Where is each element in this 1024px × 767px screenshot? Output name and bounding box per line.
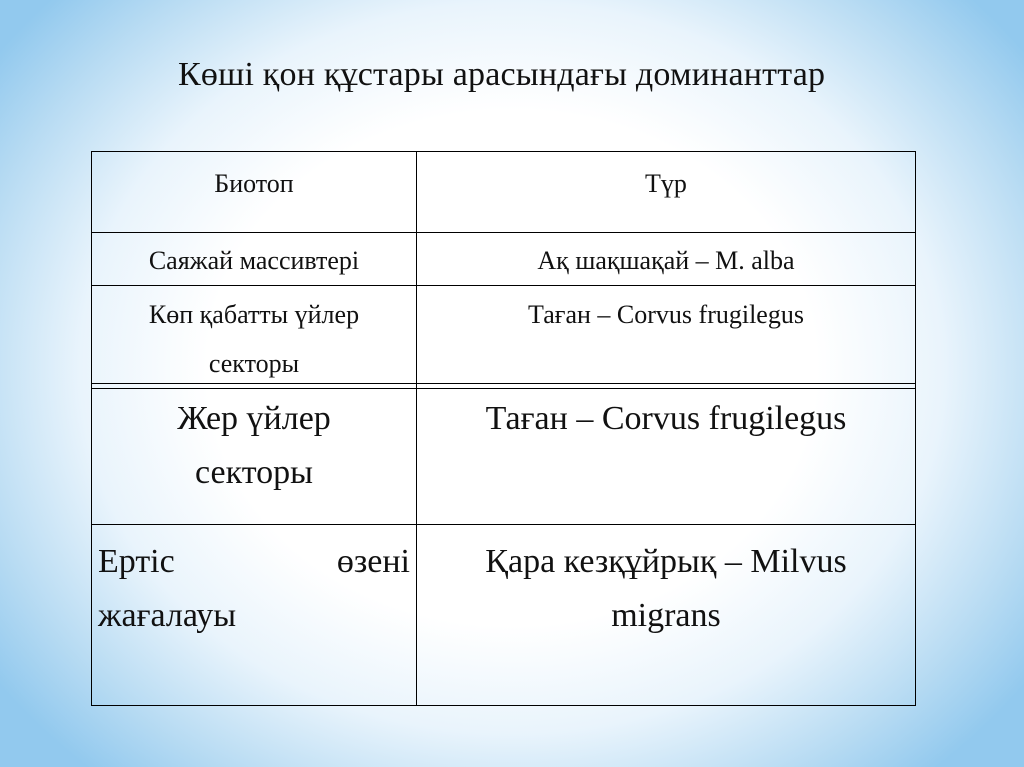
header-biotope: Биотоп <box>92 152 417 233</box>
biotope-cell-line1 <box>98 535 410 589</box>
slide-title: Көші қон құстары арасындағы доминанттар <box>178 56 826 93</box>
biotope-cell <box>92 525 417 706</box>
dominants-table-bottom <box>91 383 916 706</box>
header-species: Түр <box>417 152 916 233</box>
species-cell-line1: Қара кезқұйрық – Milvus <box>485 543 847 580</box>
table-row <box>92 286 916 389</box>
biotope-cell <box>92 286 417 389</box>
table-row <box>92 384 916 525</box>
biotope-word: өзені <box>336 543 410 580</box>
biotope-cell <box>92 384 417 525</box>
biotope-cell-line1: Жер үйлер <box>177 400 331 437</box>
biotope-word: Ертіс <box>98 543 175 580</box>
species-cell: Таған – Corvus frugilegus <box>417 384 916 525</box>
biotope-cell-line2: жағалауы <box>98 597 237 634</box>
biotope-cell-line1: Көп қабатты үйлер <box>148 300 360 329</box>
biotope-cell: Саяжай массивтері <box>92 233 417 286</box>
table-header-row <box>92 152 916 233</box>
table-row <box>92 233 916 286</box>
species-cell: Ақ шақшақай – M. alba <box>417 233 916 286</box>
dominants-table-top <box>91 151 916 389</box>
species-cell: Таған – Corvus frugilegus <box>417 286 916 389</box>
biotope-cell-line2: секторы <box>208 349 300 378</box>
species-cell-line2: migrans <box>611 597 721 634</box>
biotope-cell-line2: секторы <box>195 454 313 491</box>
species-cell <box>417 525 916 706</box>
table-row <box>92 525 916 706</box>
